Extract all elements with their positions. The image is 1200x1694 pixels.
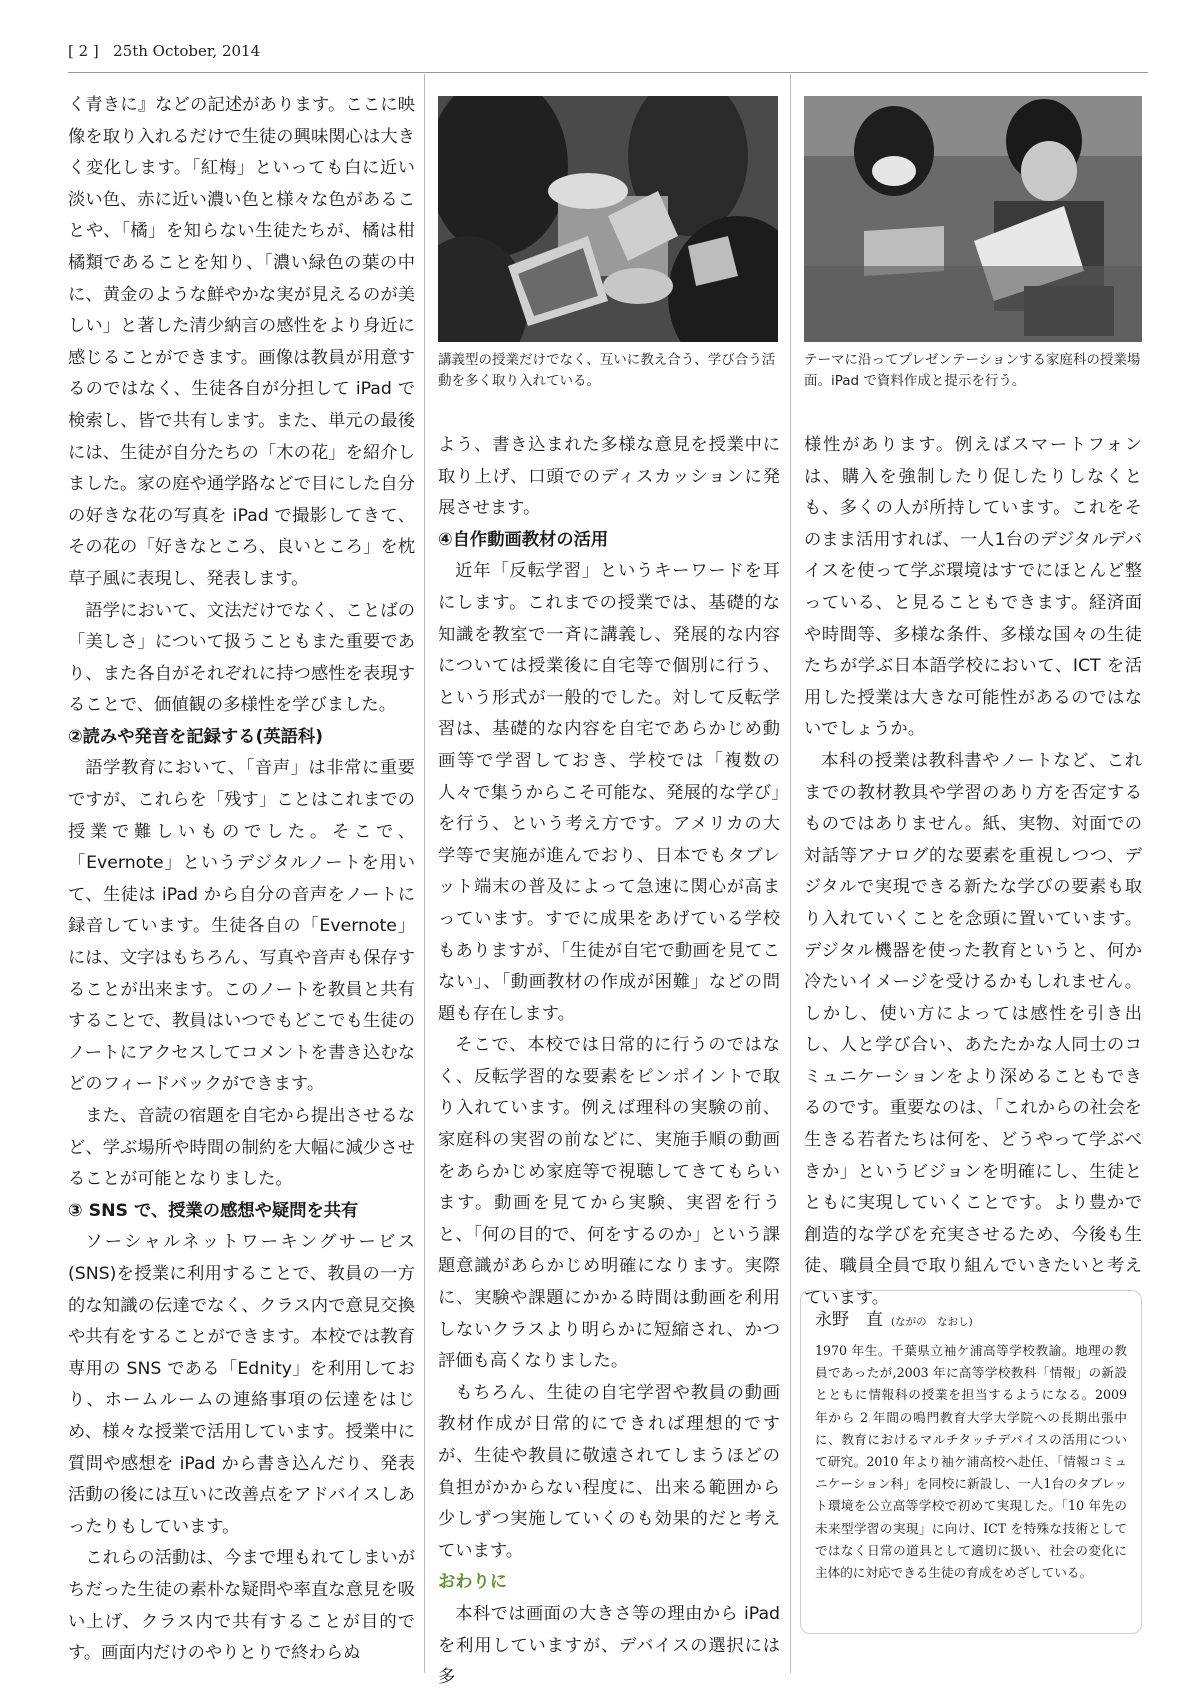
photo-2-caption: テーマに沿ってプレゼンテーションする家庭科の授業場面。iPad で資料作成と提示を行う。	[804, 352, 1141, 389]
header-rule	[68, 72, 1148, 73]
column-2	[438, 430, 780, 1694]
paragraph: 近年「反転学習」というキーワードを耳にします。これまでの授業では、基礎的な知識を教室で一斉に講義し、発展的な内容については授業後に自宅等で個別に行う、という形式が一般的でした。対して反転学習は、基礎的な内容を自宅であらかじめ動画等で学習しておき、学校では「複数の人々で集うからこそ可能な、発展的な学び」を行う、という考え方です。アメリカの大学等で実施が進んでおり、日本でもタブレット端末の普及によって急速に関心が高まっています。すでに成果をあげている学校もありますが、「生徒が自宅で動画を見てこない」、「動画教材の作成が困難」などの問題も存在します。	[438, 561, 780, 1024]
section-heading: おわりに	[438, 1572, 508, 1593]
photo-1-caption: 講義型の授業だけでなく、互いに教え合う、学び合う活動を多く取り入れている。	[438, 352, 776, 389]
author-bio-text: 1970 年生。千葉県立袖ケ浦高等学校教諭。地理の教員であったが,2003 年に高等学校教科「情報」の新設とともに情報科の授業を担当するようになる。2009 年から 2 年間の鳴門教育大学大学院への長期出張中に、教育におけるマルチタッチデバイスの活用について研究。2010 年より袖ケ浦高校へ赴任、「情報コミュニケーション科」を同校に新設し、一人1台のタブレット環境を公立高等学校で初めて実現した。「10 年先の未来型学習の実現」に向け、ICT を特殊な技術としてではなく日常の道具として適切に扱い、社会の変化に主体的に対応できる生徒の育成をめざしている。	[815, 1343, 1127, 1581]
paragraph: また、音読の宿題を自宅から提出させるなど、学ぶ場所や時間の制約を大幅に減少させることが可能となりました。	[68, 1106, 415, 1190]
paragraph: 本科では画面の大きさ等の理由から iPad を利用していますが、デバイスの選択には多	[438, 1603, 780, 1688]
column-divider-2	[790, 74, 791, 1673]
author-name: 永野 直	[815, 1310, 883, 1330]
paragraph: 語学において、文法だけでなく、ことばの「美しさ」について扱うこともまた重要であり、また各自がそれぞれに持つ感性を表現することで、価値観の多様性を学びました。	[68, 600, 415, 716]
page-number: [ 2 ]	[68, 42, 99, 60]
paragraph: く青きに』などの記述があります。ここに映像を取り入れるだけで生徒の興味関心は大きく変化します。「紅梅」といっても白に近い淡い色、赤に近い濃い色と様々な色があることや、「橘」を知らない生徒たちが、橘は柑橘類であることを知り、「濃い緑色の葉の中に、黄金のような鮮やかな実が見えるのが美しい」と著した清少納言の感性をより身近に感じることができます。画像は教員が用意するのではなく、生徒各自が分担して iPad で検索し、皆で共有します。また、単元の最後には、生徒が自分たちの「木の花」を紹介しました。家の庭や通学路などで目にした自分の好きな花の写真を iPad で撮影してきて、その花の「好きなところ、良いところ」を枕草子風に表現し、発表します。	[68, 95, 415, 589]
author-name-reading: (ながの なおし)	[891, 1316, 973, 1328]
column-3	[804, 430, 1142, 1315]
classroom-photo-students-tablets	[438, 96, 778, 342]
paragraph: これらの活動は、今まで埋もれてしまいがちだった生徒の素朴な疑問や率直な意見を吸い上げ、クラス内で共有することが目的です。画面内だけのやりとりで終わらぬ	[68, 1548, 415, 1664]
section-heading: ④自作動画教材の活用	[438, 529, 609, 550]
paragraph: 様性があります。例えばスマートフォンは、購入を強制したり促したりしなくとも、多くの人が所持しています。これをそのまま活用すれば、一人1台のデジタルデバイスを使って学ぶ環境はすでにほとんど整っている、と見ることもできます。経済面や時間等、多様な条件、多様な国々の生徒たちが学ぶ日本語学校において、ICT を活用した授業は大きな可能性があるのではないでしょうか。	[804, 435, 1142, 740]
paragraph: 本科の授業は教科書やノートなど、これまでの教材教具や学習のあり方を否定するものではありません。紙、実物、対面での対話等アナログ的な要素を重視しつつ、デジタルで実現できる新たな学びの要素も取り入れていくことを念頭に置いています。デジタル機器を使った教育というと、何か冷たいイメージを受けるかもしれません。しかし、使い方によっては感性を引き出し、人と学び合い、あたたかな人同士のコミュニケーションをより深めることもできるのです。重要なのは、「これからの社会を生きる若者たちは何を、どうやって学ぶべきか」というビジョンを明確にし、生徒とともに実現していくことです。より豊かで創造的な学びを充実させるため、今後も生徒、職員全員で取り組んでいきたいと考えています。	[804, 750, 1142, 1309]
section-heading: ③ SNS で、授業の感想や疑問を共有	[68, 1200, 359, 1221]
paragraph: よう、書き込まれた多様な意見を授業中に取り上げ、口頭でのディスカッションに発展させます。	[438, 435, 780, 519]
section-heading: ②読みや発音を記録する(英語科)	[68, 726, 324, 747]
paragraph: もちろん、生徒の自宅学習や教員の動画教材作成が日常的にできれば理想的ですが、生徒や教員に敬遠されてしまうほどの負担がかからない程度に、出来る範囲から少しずつ実施していくのも効果的だと考えています。	[438, 1382, 780, 1561]
paragraph: 語学教育において、「音声」は非常に重要ですが、これらを「残す」ことはこれまでの授業で難しいものでした。そこで、「Evernote」というデジタルノートを用いて、生徒は iPad から自分の音声をノートに録音しています。生徒各自の「Evernote」には、文字はもちろん、写真や音声も保存することが出来ます。このノートを教員と共有することで、教員はいつでもどこでも生徒のノートにアクセスしてコメントを書き込むなどのフィードバックができます。	[68, 758, 415, 1095]
page-header	[68, 42, 260, 60]
column-divider-1	[424, 74, 425, 1673]
author-name-line	[815, 1305, 1127, 1330]
issue-date: 25th October, 2014	[113, 42, 261, 60]
paragraph: そこで、本校では日常的に行うのではなく、反転学習的な要素をピンポイントで取り入れています。例えば理科の実験の前、家庭科の実習の前などに、実施手順の動画をあらかじめ家庭等で視聴してきてもらいます。動画を見てから実験、実習を行うと、「何の目的で、何をするのか」という課題意識があらかじめ明確になります。実際に、実験や課題にかかる時間は動画を利用しないクラスより明らかに短縮され、かつ評価も高くなりました。	[438, 1035, 780, 1372]
column-1	[68, 90, 415, 1670]
author-bio-box	[800, 1290, 1142, 1634]
classroom-photo-presentation	[804, 96, 1142, 342]
paragraph: ソーシャルネットワーキングサービス(SNS)を授業に利用することで、教員の一方的な知識の伝達でなく、クラス内で意見交換や共有をすることができます。本校では教育専用の SNS である「Ednity」を利用しており、ホームルームの連絡事項の伝達をはじめ、様々な授業で活用しています。授業中に質問や感想を iPad から書き込んだり、発表活動の後には互いに改善点をアドバイスしあったりもしています。	[68, 1232, 415, 1537]
